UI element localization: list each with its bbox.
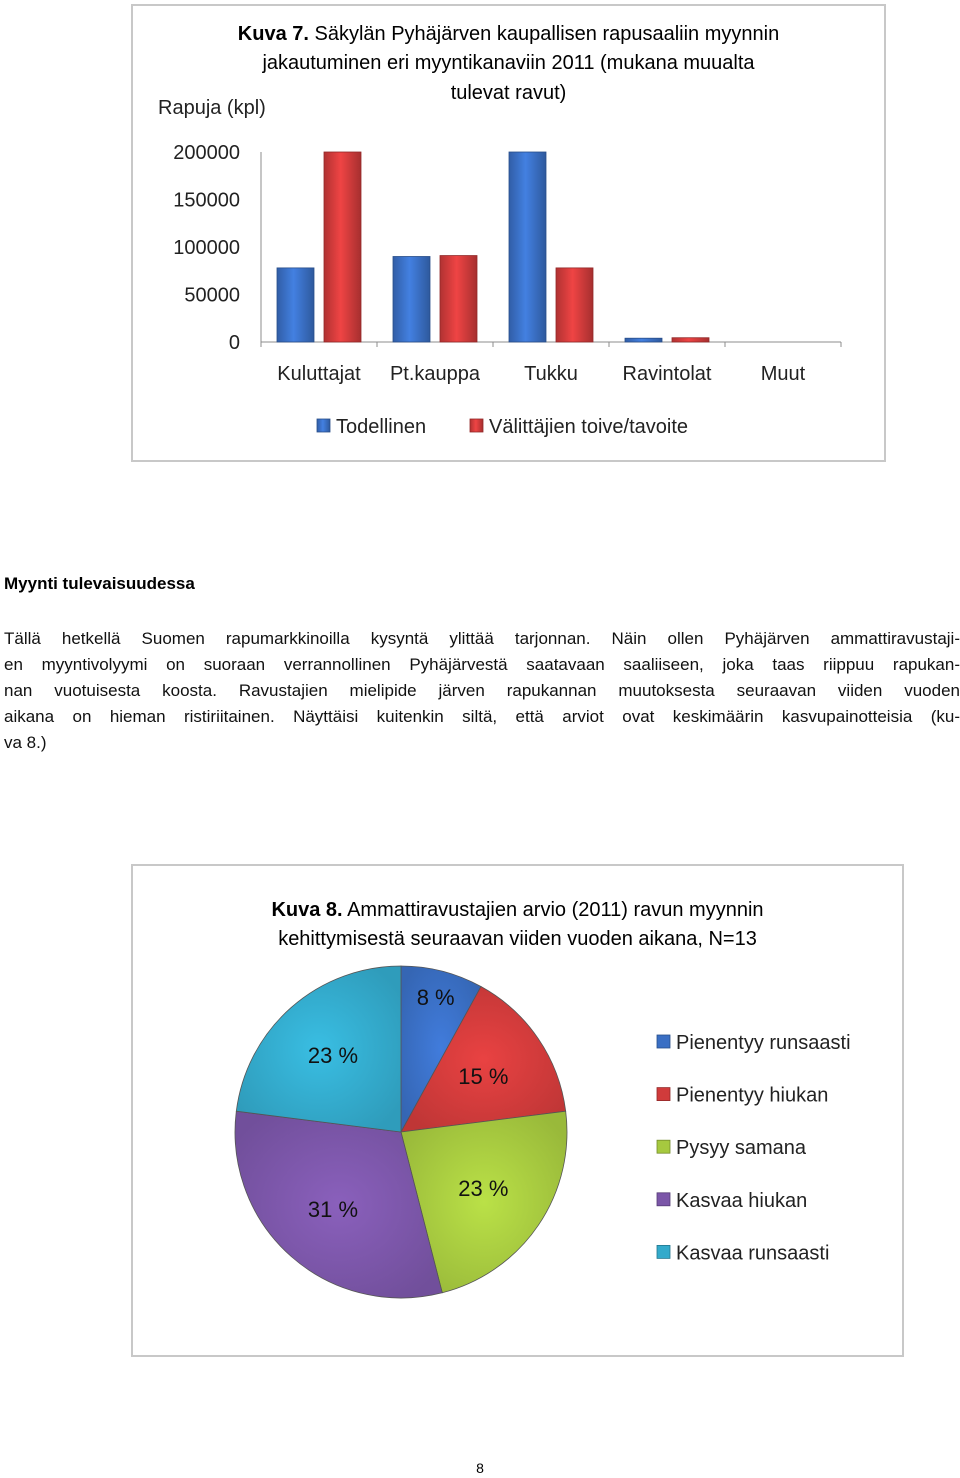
section-heading: Myynti tulevaisuudessa <box>4 574 195 593</box>
pie-data-label: 31 % <box>307 1197 359 1223</box>
figure-7-title-line2: jakautuminen eri myyntikanaviin 2011 (mukana muualta <box>262 52 755 74</box>
figure-8-title-text1: Ammattiravustajien arvio (2011) ravun myynnin <box>347 899 764 921</box>
figure-8-title-line2: kehittymisestä seuraavan viiden vuoden aikana, N=13 <box>278 928 757 950</box>
paragraph-line: nan vuotuisesta koosta. Ravustajien mielipide järven rapukannan muutoksesta seuraavan viiden vuoden <box>4 681 960 700</box>
pie-data-label: 8 % <box>416 984 455 1010</box>
bar-tukku-series1 <box>509 152 546 342</box>
legend-label: Välittäjien toive/tavoite <box>489 416 689 438</box>
paragraph-line: en myyntivolyymi on suoraan verrannollinen Pyhäjärvestä saatavaan saaliiseen, joka taas riippuu rapukan- <box>4 655 960 674</box>
bar-pt-kauppa-series2 <box>440 256 477 342</box>
paragraph-line: Tällä hetkellä Suomen rapumarkkinoilla kysyntä ylittää tarjonnan. Näin ollen Pyhäjärven ammattiravustaji- <box>4 629 960 648</box>
legend-label: Pysyy samana <box>676 1137 807 1160</box>
bar-kuluttajat-series1 <box>277 268 314 342</box>
legend-swatch <box>657 1245 670 1258</box>
page-number: 8 <box>476 1460 484 1476</box>
pie-data-label: 23 % <box>458 1175 509 1201</box>
y-tick-label: 100000 <box>173 237 240 259</box>
bar-ravintolat-series2 <box>672 338 709 342</box>
legend-swatch <box>470 419 483 432</box>
y-tick-label: 50000 <box>184 284 240 307</box>
x-tick-label: Tukku <box>524 363 578 385</box>
legend-label: Kasvaa runsaasti <box>676 1242 830 1265</box>
legend-label: Kasvaa hiukan <box>676 1189 808 1212</box>
pie-data-label: 15 % <box>458 1064 509 1090</box>
figure-7-plot <box>133 6 884 460</box>
y-tick-label: 200000 <box>173 142 240 164</box>
x-tick-label: Ravintolat <box>622 363 712 385</box>
figure-7-chart <box>131 4 886 462</box>
legend-swatch <box>657 1035 670 1048</box>
legend-label: Pienentyy hiukan <box>676 1084 829 1107</box>
figure-8-label: Kuva 8. <box>271 899 343 921</box>
figure-7-label: Kuva 7. <box>237 23 309 45</box>
x-tick-label: Muut <box>760 363 806 385</box>
x-tick-label: Pt.kauppa <box>389 363 481 385</box>
bar-kuluttajat-series2 <box>324 152 361 342</box>
y-axis-label: Rapuja (kpl) <box>158 97 266 119</box>
pie-data-label: 23 % <box>307 1042 359 1068</box>
bar-tukku-series2 <box>556 268 593 342</box>
figure-8-chart <box>131 864 904 1357</box>
legend-swatch <box>657 1140 670 1153</box>
legend-swatch <box>317 419 330 432</box>
figure-8-plot <box>133 866 902 1355</box>
x-tick-label: Kuluttajat <box>277 363 361 385</box>
paragraph-line: va 8.) <box>4 733 47 752</box>
legend-swatch <box>657 1193 670 1206</box>
figure-7-title-text1: Säkylän Pyhäjärven kaupallisen rapusaaliin myynnin <box>314 23 780 45</box>
y-tick-label: 150000 <box>173 189 240 212</box>
legend-label: Pienentyy runsaasti <box>676 1032 851 1054</box>
legend-label: Todellinen <box>336 416 427 438</box>
section-paragraph <box>4 626 960 756</box>
y-tick-label: 0 <box>228 332 240 354</box>
legend-swatch <box>657 1088 670 1101</box>
bar-ravintolat-series1 <box>625 338 662 342</box>
figure-7-title-line3: tulevat ravut) <box>450 82 567 104</box>
bar-pt-kauppa-series1 <box>393 257 430 343</box>
paragraph-line: aikana on hieman ristiriitainen. Näyttäisi kuitenkin siltä, että arviot ovat keskimäärin kasvupainotteisia (ku- <box>4 707 960 726</box>
